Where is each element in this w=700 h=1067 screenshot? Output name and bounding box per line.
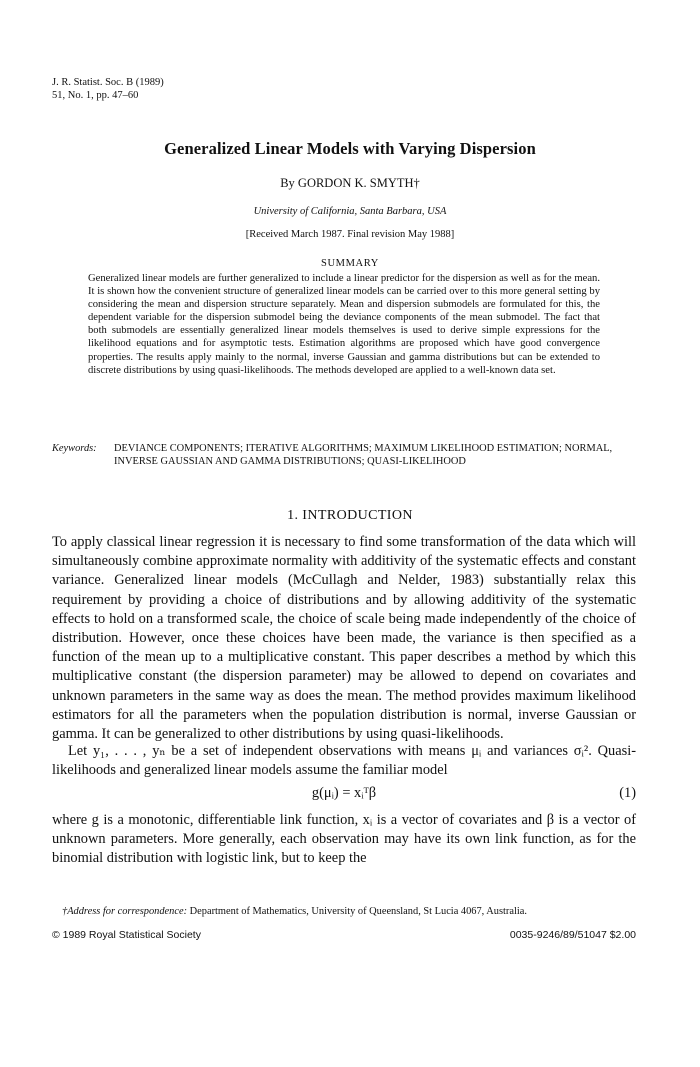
journal-citation: J. R. Statist. Soc. B (1989) <box>52 77 164 88</box>
intro-paragraph-2: Let y₁, . . . , yₙ be a set of independent observations with means μᵢ and variances σᵢ². Quasi-likelihoods and generalized linear models assume the familiar model <box>52 743 636 779</box>
paper-title: Generalized Linear Models with Varying Dispersion <box>164 139 536 158</box>
equation-1 <box>52 785 636 805</box>
correspondence-footnote <box>62 906 636 917</box>
footnote-label: †Address for correspondence: <box>62 906 188 917</box>
journal-volume-pages: 51, No. 1, pp. 47–60 <box>52 90 139 101</box>
journal-reference <box>52 76 164 102</box>
equation-number: (1) <box>619 785 636 801</box>
keywords-label: Keywords: <box>52 443 97 454</box>
author-line: By GORDON K. SMYTH† <box>280 176 420 190</box>
intro-paragraph-3: where g is a monotonic, differentiable link function, xᵢ is a vector of covariates and β is a vector of unknown parameters. More generally, each observation may have its own link function, as for the binomial distribution with logistic link, but to keep the <box>52 812 636 867</box>
copyright-notice: © 1989 Royal Statistical Society <box>52 929 201 941</box>
issn-price: 0035-9246/89/51047 $2.00 <box>509 929 636 941</box>
received-dates: [Received March 1987. Final revision May 1988] <box>245 229 455 240</box>
intro-paragraph-1: To apply classical linear regression it is necessary to find some transformation of the data which will simultaneously combine approximate normality with additivity of the systematic effects and constant variance. Generalized linear models (McCullagh and Nelder, 1983) substantially relax this requirement by providing a choice of distributions and by allowing additivity of the systematic effects to hold on a transformed scale, the choice of scale being made independently of the choice of distribution. However, once these choices have been made, the variance is then specified as a function of the mean up to a multiplicative constant. This paper describes a method by which this multiplicative constant (the dispersion parameter) may be allowed to depend on covariates and unknown parameters in the same way as does the mean. The method provides maximum likelihood estimators for all the parameters when the population distribution is normal, inverse Gaussian or gamma. It can be generalized to other distributions by using quasi-likelihoods. <box>52 534 636 743</box>
keywords-text: DEVIANCE COMPONENTS; ITERATIVE ALGORITHMS; MAXIMUM LIKELIHOOD ESTIMATION; NORMAL, INVERSE GAUSSIAN AND GAMMA DISTRIBUTIONS; QUASI-LIKELIHOOD <box>114 443 613 467</box>
summary-heading: SUMMARY <box>321 258 379 269</box>
footnote-text: Department of Mathematics, University of Queensland, St Lucia 4067, Australia. <box>187 906 527 917</box>
section-heading-introduction: 1. INTRODUCTION <box>287 508 413 523</box>
equation-body: g(μᵢ) = xᵢᵀβ <box>311 785 377 801</box>
summary-abstract: Generalized linear models are further generalized to include a linear predictor for the dispersion as well as for the mean. It is shown how the convenient structure of generalized linear models can be carried over to this more general setting by considering the mean and dispersion structure separately. Mean and dispersion submodels are formulated for this, the dependent variable for the dispersion submodel being the deviance components of the mean submodel. The fact that both submodels are essentially generalized linear models themselves is used to derive simple expressions for the likelihood equations and for asymptotic tests. Estimation algorithms are proposed which have good convergence properties. The results apply mainly to the normal, inverse Gaussian and gamma distributions but can be extended to discrete distributions by using quasi-likelihoods. The methods developed are applied to a well-known data set. <box>88 273 600 376</box>
author-affiliation: University of California, Santa Barbara, USA <box>253 206 447 217</box>
